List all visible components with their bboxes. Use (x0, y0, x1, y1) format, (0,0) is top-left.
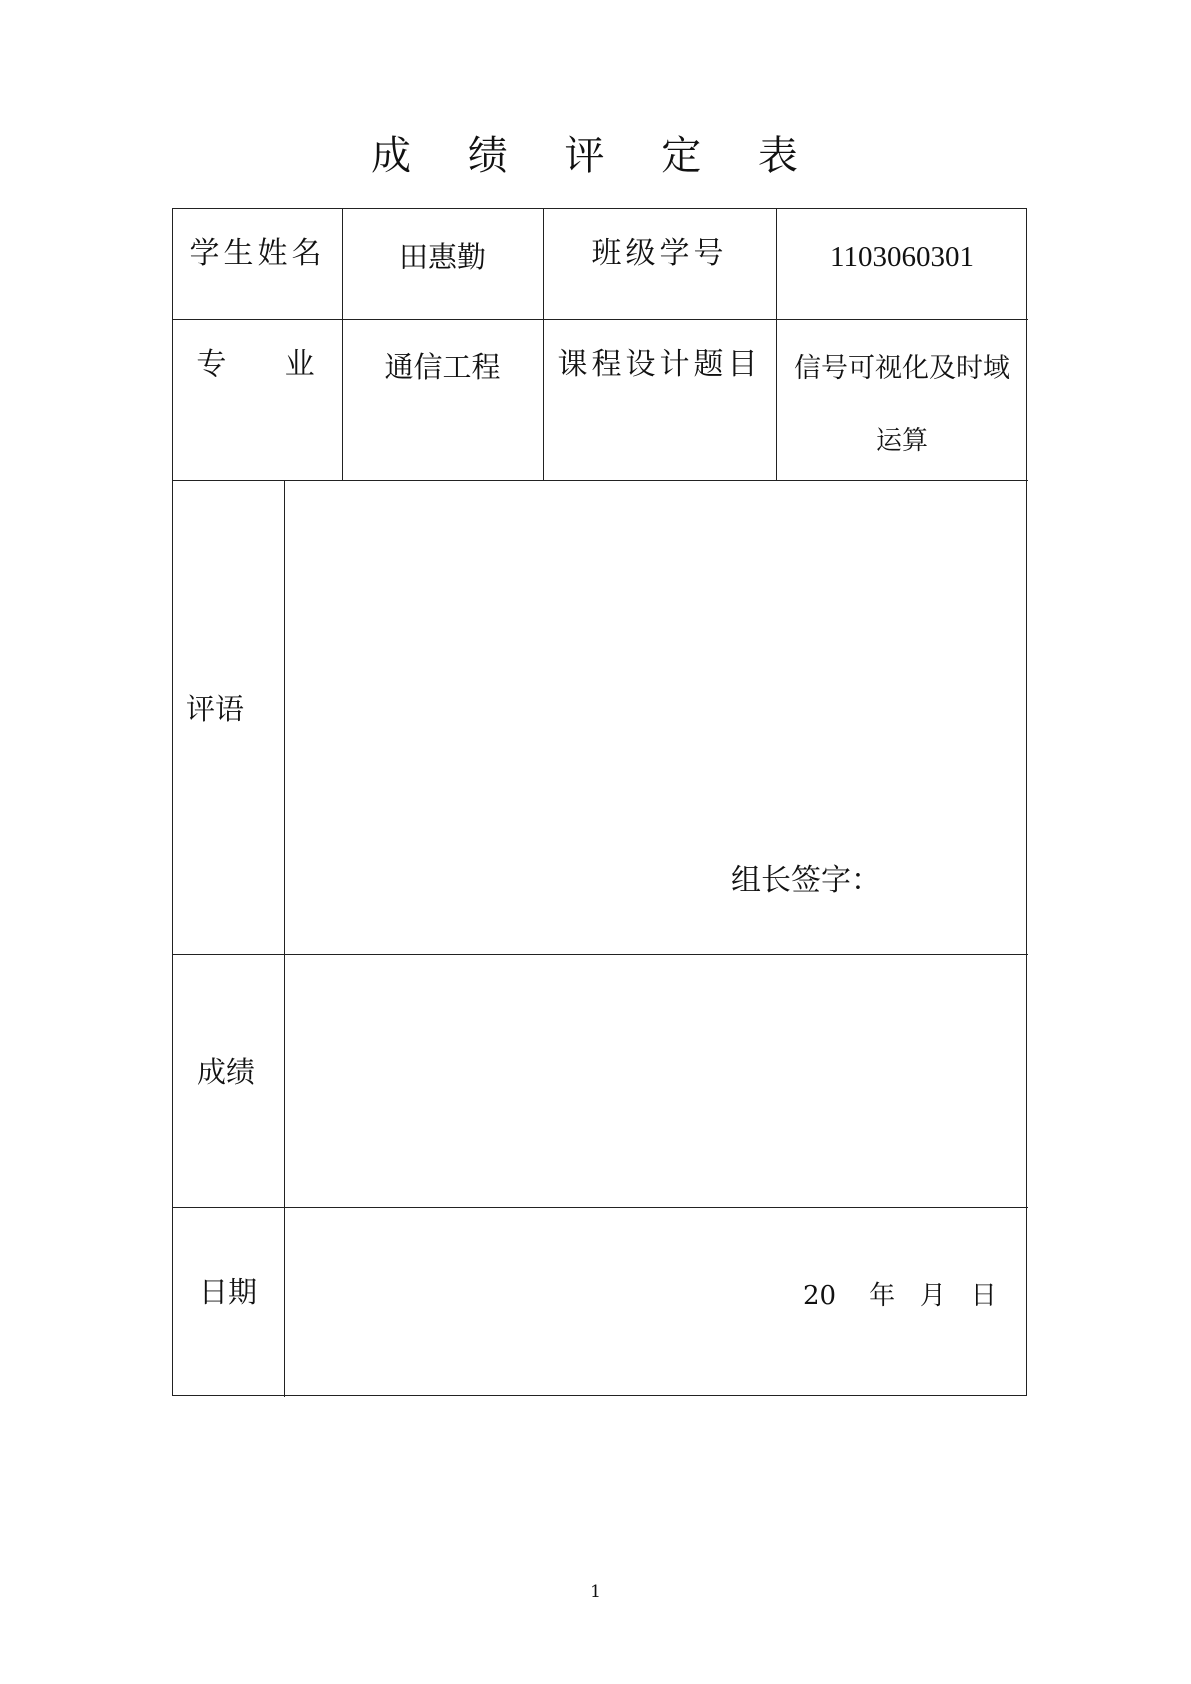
class-id-value: 1103060301 (830, 241, 974, 273)
grade-label: 成绩 (197, 1055, 256, 1089)
signature-label: 组长签字： (731, 863, 881, 898)
class-id-label: 班级学号 (591, 236, 728, 271)
topic-value-line1: 信号可视化及时域 (794, 353, 1010, 384)
topic-value-line2: 运算 (875, 426, 928, 456)
major-label: 专 业 (196, 347, 319, 382)
date-label: 日期 (199, 1275, 258, 1309)
student-name-label: 学生姓名 (189, 236, 326, 271)
date-value: 20 年 月 日 (803, 1281, 997, 1311)
page-number: 1 (590, 1582, 601, 1602)
row-divider (173, 319, 1028, 320)
form-title: 成 绩 评 定 表 (371, 133, 820, 179)
evaluation-table (172, 208, 1027, 1396)
row-divider (173, 480, 1028, 481)
topic-label: 课程设计题目 (557, 347, 762, 382)
student-name-value: 田惠勤 (398, 240, 486, 274)
row-divider (173, 1207, 1028, 1208)
major-value: 通信工程 (384, 350, 501, 384)
column-divider (284, 480, 285, 1397)
row-divider (173, 954, 1028, 955)
comment-label: 评语 (186, 692, 245, 726)
